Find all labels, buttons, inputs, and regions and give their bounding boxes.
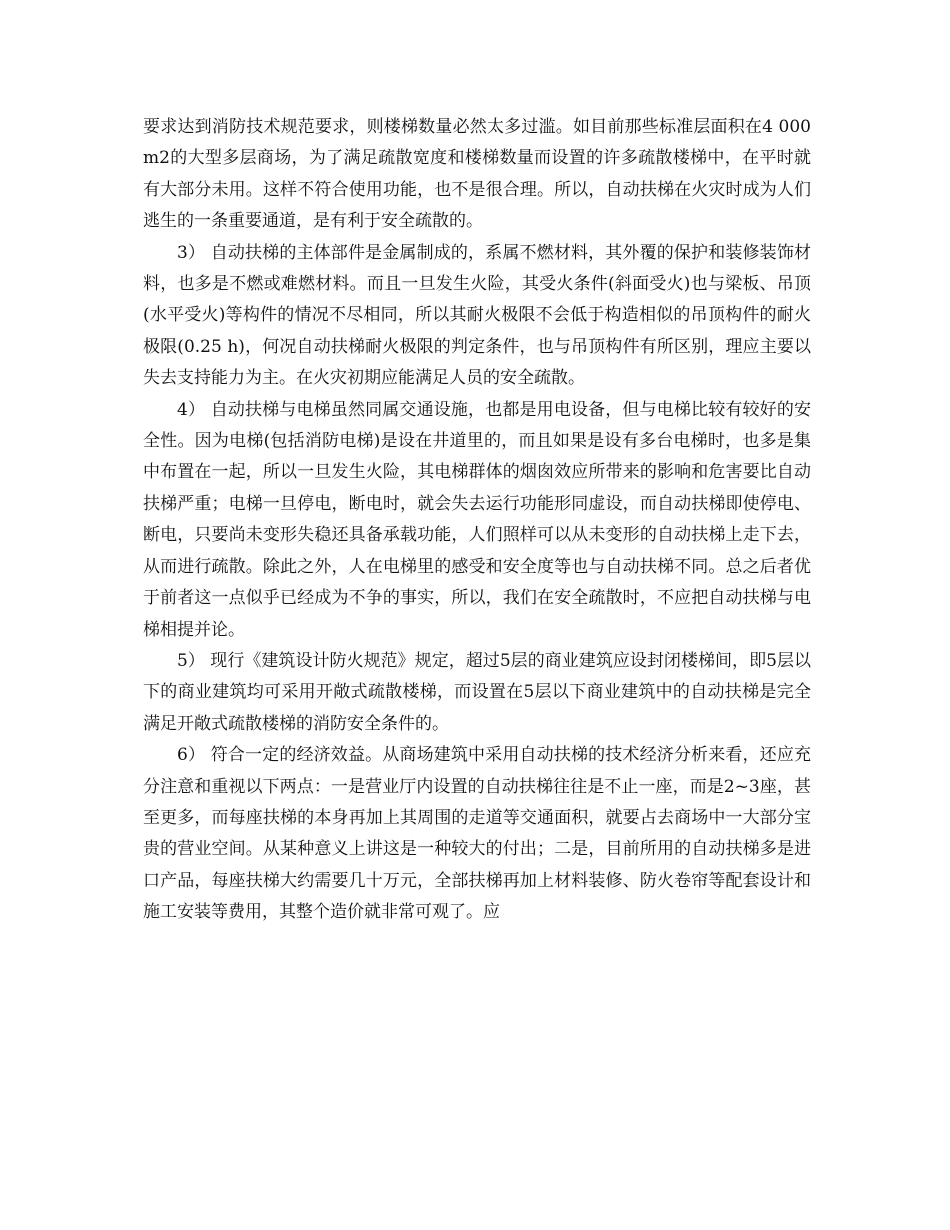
document-page bbox=[143, 112, 811, 929]
paragraph-continuation: 要求达到消防技术规范要求，则楼梯数量必然太多过滥。如目前那些标准层面积在4 000 m2的大型多层商场，为了满足疏散宽度和楼梯数量而设置的许多疏散楼梯中，在平时就有大部分未用。这样不符合使用功能，也不是很合理。所以，自动扶梯在火灾时成为人们逃生的一条重要通道，是有利于安全疏散的。 bbox=[143, 117, 811, 232]
paragraph-item-5: 5） 现行《建筑设计防火规范》规定，超过5层的商业建筑应设封闭楼梯间，即5层以下的商业建筑均可采用开敞式疏散楼梯，而设置在5层以下商业建筑中的自动扶梯是完全满足开敞式疏散楼梯的消防安全条件的。 bbox=[143, 650, 811, 734]
paragraph-item-6: 6） 符合一定的经济效益。从商场建筑中采用自动扶梯的技术经济分析来看，还应充分注意和重视以下两点：一是营业厅内设置的自动扶梯往往是不止一座，而是2~3座，甚至更多，而每座扶梯的本身再加上其周围的走道等交通面积，就要占去商场中一大部分宝贵的营业空间。从某种意义上讲这是一种较大的付出；二是，目前所用的自动扶梯多是进口产品，每座扶梯大约需要几十万元，全部扶梯再加上材料装修、防火卷帘等配套设计和施工安装等费用，其整个造价就非常可观了。应 bbox=[143, 745, 811, 923]
paragraph-item-3: 3） 自动扶梯的主体部件是金属制成的，系属不燃材料，其外覆的保护和装修装饰材料，也多是不燃或难燃材料。而且一旦发生火险，其受火条件(斜面受火)也与梁板、吊顶(水平受火)等构件的情况不尽相同，所以其耐火极限不会低于构造相似的吊顶构件的耐火极限(0.25 h)，何况自动扶梯耐火极限的判定条件，也与吊顶构件有所区别，理应主要以失去支持能力为主。在火灾初期应能满足人员的安全疏散。 bbox=[143, 242, 811, 389]
paragraph-item-4: 4） 自动扶梯与电梯虽然同属交通设施，也都是用电设备，但与电梯比较有较好的安全性。因为电梯(包括消防电梯)是设在井道里的，而且如果是设有多台电梯时，也多是集中布置在一起，所以一旦发生火险，其电梯群体的烟囱效应所带来的影响和危害要比自动扶梯严重；电梯一旦停电，断电时，就会失去运行功能形同虚设，而自动扶梯即使停电、断电，只要尚未变形失稳还具备承载功能，人们照样可以从未变形的自动扶梯上走下去，从而进行疏散。除此之外，人在电梯里的感受和安全度等也与自动扶梯不同。总之后者优于前者这一点似乎已经成为不争的事实，所以，我们在安全疏散时，不应把自动扶梯与电梯相提并论。 bbox=[143, 399, 811, 640]
